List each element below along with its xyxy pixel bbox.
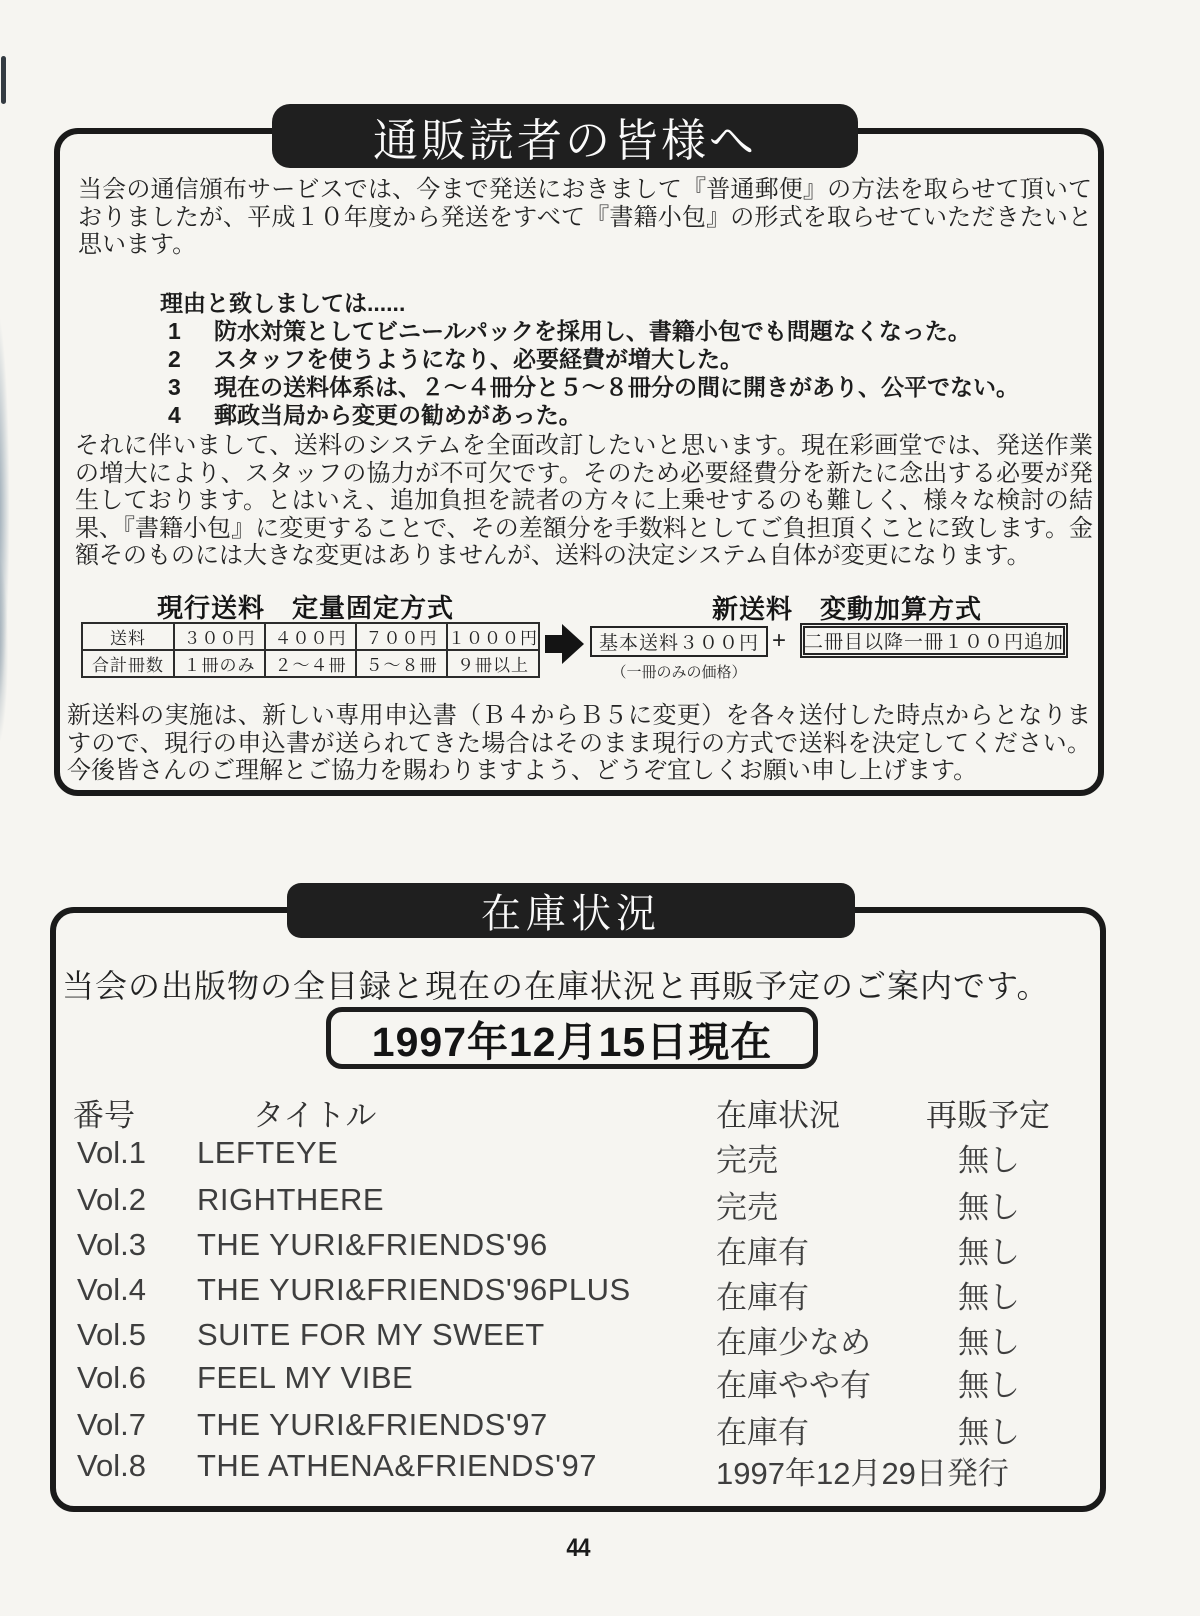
stock-status: 1997年12月29日発行 [716, 1456, 1009, 1491]
rate-cell: ３００円 [174, 623, 265, 650]
stock-row [0, 1135, 1200, 1177]
plus-sign: + [772, 627, 787, 654]
current-rate-table [81, 622, 540, 678]
rate-cell: ５～８冊 [356, 650, 447, 677]
stock-reprint: 無し [958, 1280, 1020, 1315]
header-title: タイトル [253, 1098, 377, 1133]
header-reprint: 再販予定 [926, 1098, 1050, 1133]
notice-banner [272, 104, 858, 168]
reason-text: 現在の送料体系は、２～４冊分と５～８冊分の間に開きがあり、公平でない。 [214, 374, 1019, 400]
stock-reprint: 無し [958, 1235, 1020, 1270]
stock-table-header [0, 1090, 1200, 1133]
stock-intro-line: 当会の出版物の全目録と現在の在庫状況と再販予定のご案内です。 [62, 968, 1050, 1004]
stock-vol: Vol.8 [77, 1448, 146, 1483]
stock-row [0, 1272, 1200, 1314]
stock-title: THE YURI&FRIENDS'97 [197, 1407, 548, 1442]
rate-cell: 送料 [82, 623, 174, 650]
stock-vol: Vol.2 [77, 1182, 146, 1217]
reason-number: 3 [168, 374, 181, 400]
reason-text: スタッフを使うようになり、必要経費が増大した。 [214, 346, 743, 372]
page-number: 44 [566, 1534, 590, 1562]
reason-text: 防水対策としてビニールパックを採用し、書籍小包でも問題なくなった。 [214, 318, 971, 344]
rate-cell: １０００円 [447, 623, 539, 650]
stock-status: 完売 [716, 1190, 778, 1225]
rate-row-count [82, 650, 539, 677]
stock-status: 在庫有 [716, 1280, 809, 1315]
rate-cell: 合計冊数 [82, 650, 174, 677]
rate-row-fee [82, 623, 539, 650]
rate-cell: ７００円 [356, 623, 447, 650]
stock-reprint: 無し [958, 1190, 1020, 1225]
base-rate-caption: （一冊のみの価格） [611, 664, 747, 681]
notice-body-paragraph: それに伴いまして、送料のシステムを全面改訂したいと思います。現在彩画堂では、発送作業の増大により、スタッフの協力が不可欠です。そのため必要経費分を新たに念出する必要が発生しております。とはいえ、追加負担を読者の方々に上乗せするのも難しく、様々な検討の結果、『書籍小包』に変更することで、その差額分を手数料としてご負担頂くことに致します。金額そのものには大きな変更はありませんが、送料の決定システム自体が変更になります。 [75, 432, 1093, 569]
rate-cell: ４００円 [265, 623, 356, 650]
header-stock: 在庫状況 [716, 1098, 840, 1133]
stock-vol: Vol.6 [77, 1360, 146, 1395]
reasons-lead: 理由と致しましては...... [160, 290, 406, 316]
base-rate-box: 基本送料３００円 [590, 626, 768, 657]
stock-row [0, 1227, 1200, 1269]
reason-number: 1 [168, 318, 181, 344]
stock-banner [287, 883, 855, 938]
stock-vol: Vol.5 [77, 1317, 146, 1352]
stock-row [0, 1317, 1200, 1359]
stock-reprint: 無し [958, 1143, 1020, 1178]
stock-status: 在庫有 [716, 1415, 809, 1450]
stock-vol: Vol.7 [77, 1407, 146, 1442]
stock-reprint: 無し [958, 1325, 1020, 1360]
stock-title: RIGHTHERE [197, 1182, 385, 1217]
current-rate-title: 現行送料 定量固定方式 [157, 593, 455, 623]
reason-item [168, 397, 582, 430]
scan-edge-mark [1, 56, 6, 104]
reason-number: 2 [168, 346, 181, 372]
reason-text: 郵政当局から変更の勧めがあった。 [214, 402, 582, 428]
stock-as-of-date: 1997年12月15日現在 [371, 1018, 773, 1065]
stock-title: LEFTEYE [197, 1135, 339, 1170]
stock-title: SUITE FOR MY SWEET [197, 1317, 545, 1352]
stock-title: THE YURI&FRIENDS'96 [197, 1227, 548, 1262]
rate-cell: ９冊以上 [447, 650, 539, 677]
stock-banner-label: 在庫状況 [481, 892, 661, 936]
stock-title: THE YURI&FRIENDS'96PLUS [197, 1272, 631, 1307]
stock-row [0, 1182, 1200, 1224]
header-vol: 番号 [73, 1098, 135, 1133]
stock-reprint: 無し [958, 1368, 1020, 1403]
notice-banner-label: 通販読者の皆様へ [372, 114, 757, 166]
rate-cell: ２～４冊 [265, 650, 356, 677]
stock-row [0, 1448, 1200, 1490]
stock-vol: Vol.1 [77, 1135, 146, 1170]
stock-vol: Vol.3 [77, 1227, 146, 1262]
rate-cell: １冊のみ [174, 650, 265, 677]
stock-reprint: 無し [958, 1415, 1020, 1450]
arrow-right-icon [545, 635, 562, 653]
stock-status: 在庫少なめ [716, 1325, 871, 1360]
stock-status: 完売 [716, 1143, 778, 1178]
stock-title: THE ATHENA&FRIENDS'97 [197, 1448, 597, 1483]
new-rate-title: 新送料 変動加算方式 [712, 594, 983, 624]
reason-number: 4 [168, 402, 181, 428]
stock-status: 在庫やや有 [716, 1368, 871, 1403]
stock-row [0, 1407, 1200, 1449]
stock-vol: Vol.4 [77, 1272, 146, 1307]
stock-status: 在庫有 [716, 1235, 809, 1270]
stock-date-box [326, 1007, 818, 1069]
notice-intro-paragraph: 当会の通信頒布サービスでは、今まで発送におきまして『普通郵便』の方法を取らせて頂いておりましたが、平成１０年度から発送をすべて『書籍小包』の形式を取らせていただきたいと思います。 [78, 176, 1092, 258]
addon-rate-box: 二冊目以降一冊１００円追加 [800, 623, 1068, 658]
notice-footer-paragraph: 新送料の実施は、新しい専用申込書（Ｂ４からＢ５に変更）を各々送付した時点からとなりますので、現行の申込書が送られてきた場合はそのまま現行の方式で送料を決定してください。今後皆さんのご理解とご協力を賜わりますよう、どうぞ宜しくお願い申し上げます。 [67, 702, 1091, 784]
stock-row [0, 1360, 1200, 1402]
stock-title: FEEL MY VIBE [197, 1360, 414, 1395]
arrow-right-icon-head [562, 624, 584, 664]
